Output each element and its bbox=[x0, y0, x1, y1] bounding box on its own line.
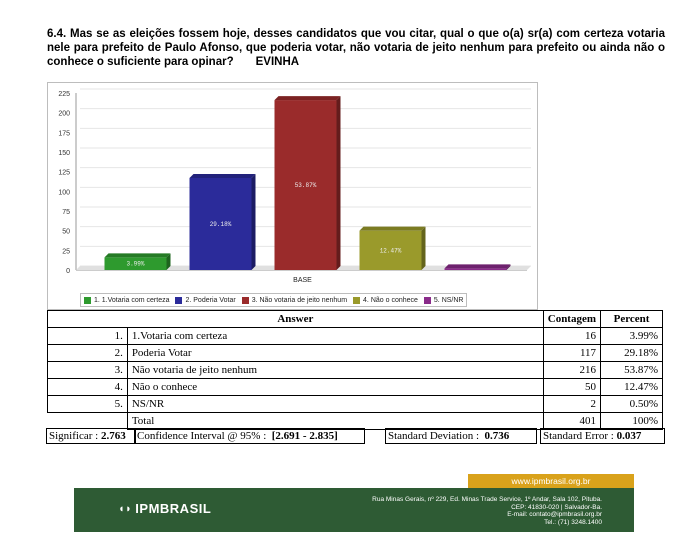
stat-mean bbox=[46, 428, 136, 444]
y-tick-label: 100 bbox=[58, 189, 70, 197]
row-percent: 3.99% bbox=[601, 328, 663, 345]
legend-item-3 bbox=[242, 297, 347, 304]
stat-ci bbox=[134, 428, 365, 444]
company-logo bbox=[118, 501, 211, 516]
footer-website[interactable]: www.ipmbrasil.org.br bbox=[468, 474, 634, 488]
address-line-4: Tel.: (71) 3248.1400 bbox=[544, 518, 602, 526]
row-label: Não votaria de jeito nenhum bbox=[127, 362, 543, 379]
row-label: Não o conhece bbox=[127, 379, 543, 396]
legend-swatch-2 bbox=[175, 297, 182, 304]
row-number: 2. bbox=[48, 345, 128, 362]
logo-mark-icon: ◖◗ bbox=[118, 502, 133, 515]
logo-text: IPMBRASIL bbox=[135, 501, 212, 516]
candidate-name: EVINHA bbox=[255, 56, 300, 68]
bar-top bbox=[105, 253, 171, 257]
stat-sd bbox=[385, 428, 537, 444]
row-count: 2 bbox=[543, 396, 600, 413]
header-count: Contagem bbox=[543, 311, 600, 328]
row-percent: 12.47% bbox=[601, 379, 663, 396]
header-percent: Percent bbox=[601, 311, 663, 328]
table-row bbox=[48, 396, 663, 413]
row-percent: 0.50% bbox=[601, 396, 663, 413]
y-tick-label: 150 bbox=[58, 150, 70, 157]
bar bbox=[445, 268, 507, 270]
bar-side bbox=[422, 227, 426, 270]
legend-label-2: 2. Poderia Votar bbox=[185, 296, 236, 304]
stat-mean-label: Significar : bbox=[49, 430, 99, 442]
y-tick-label: 125 bbox=[58, 169, 70, 177]
legend-swatch-5 bbox=[424, 297, 431, 304]
question-body: 6.4. Mas se as eleições fossem hoje, desses candidatos que vou citar, qual o que o(a) sr(a) com certeza votaria nele para prefeito de Paulo Afonso, que poderia votar, não votaria de jeito nenhum para prefeito ou ainda não o conhece o suficiente para opinar? bbox=[47, 28, 665, 68]
row-label: NS/NR bbox=[127, 396, 543, 413]
footer-address bbox=[372, 496, 602, 526]
table-row bbox=[48, 345, 663, 362]
stat-se-value: 0.037 bbox=[616, 430, 642, 442]
statistics-row bbox=[47, 428, 663, 443]
stat-ci-label: Confidence Interval @ 95% : bbox=[137, 430, 267, 442]
x-category-label: BASE bbox=[293, 277, 312, 284]
legend-label-3: 3. Não votaria de jeito nenhum bbox=[251, 296, 348, 304]
y-tick-label: 75 bbox=[62, 209, 70, 216]
address-line-1: Rua Minas Gerais, nº 229, Ed. Minas Trade Service, 1º Andar, Sala 102, Pituba. bbox=[372, 496, 602, 503]
legend-item-2 bbox=[175, 297, 235, 304]
table-row bbox=[48, 362, 663, 379]
bar-top bbox=[445, 264, 511, 268]
address-line-2: CEP: 41830-020 | Salvador-Ba. bbox=[511, 503, 602, 511]
row-label: Poderia Votar bbox=[127, 345, 543, 362]
y-tick-label: 0 bbox=[66, 268, 70, 275]
row-count: 50 bbox=[543, 379, 600, 396]
bar-data-label: 29.18% bbox=[209, 220, 232, 228]
row-count: 16 bbox=[543, 328, 600, 345]
answers-table bbox=[47, 310, 663, 430]
chart-svg bbox=[48, 83, 537, 309]
legend-item-4 bbox=[353, 297, 418, 304]
legend-label-1: 1. 1.Votaria com certeza bbox=[94, 296, 170, 304]
stat-sd-label: Standard Deviation : bbox=[388, 430, 480, 442]
legend-label-5: 5. NS/NR bbox=[433, 296, 464, 304]
table-row bbox=[48, 379, 663, 396]
legend-item-1 bbox=[84, 297, 169, 304]
total-percent: 100% bbox=[601, 413, 663, 430]
table-row bbox=[48, 328, 663, 345]
stat-sd-value: 0.736 bbox=[484, 430, 510, 442]
bar-data-label: 12.47% bbox=[379, 247, 402, 255]
y-tick-label: 25 bbox=[62, 248, 70, 256]
footer-banner bbox=[74, 488, 634, 532]
legend-item-5 bbox=[424, 297, 464, 304]
table-header-row bbox=[48, 311, 663, 328]
row-percent: 29.18% bbox=[601, 345, 663, 362]
bar-data-label: 53.87% bbox=[294, 182, 317, 190]
row-label: 1.Votaria com certeza bbox=[127, 328, 543, 345]
y-tick-label: 225 bbox=[58, 91, 70, 98]
row-percent: 53.87% bbox=[601, 362, 663, 379]
stat-se bbox=[540, 428, 665, 444]
row-count: 117 bbox=[543, 345, 600, 362]
bar-chart bbox=[47, 82, 538, 310]
y-tick-label: 200 bbox=[58, 110, 70, 118]
stat-se-label: Standard Error : bbox=[543, 430, 614, 442]
legend-swatch-3 bbox=[242, 297, 249, 304]
row-number: 1. bbox=[48, 328, 128, 345]
total-label: Total bbox=[127, 413, 543, 430]
total-spacer bbox=[48, 413, 128, 430]
stat-mean-value: 2.763 bbox=[100, 430, 126, 442]
question-text bbox=[47, 27, 665, 69]
header-answer: Answer bbox=[48, 311, 544, 328]
bar-top bbox=[190, 174, 256, 178]
stat-ci-value: [2.691 - 2.835] bbox=[271, 430, 338, 442]
total-count: 401 bbox=[543, 413, 600, 430]
bar-data-label: 3.99% bbox=[126, 260, 145, 268]
row-number: 3. bbox=[48, 362, 128, 379]
legend-label-4: 4. Não o conhece bbox=[363, 296, 418, 304]
legend-swatch-4 bbox=[353, 297, 360, 304]
address-line-3: E-mail: contato@ipmbrasil.org.br bbox=[507, 511, 602, 518]
row-number: 4. bbox=[48, 379, 128, 396]
legend-swatch-1 bbox=[84, 297, 91, 304]
row-number: 5. bbox=[48, 396, 128, 413]
bar-top bbox=[360, 227, 426, 231]
y-tick-label: 175 bbox=[58, 130, 70, 138]
bar-side bbox=[337, 96, 341, 270]
row-count: 216 bbox=[543, 362, 600, 379]
y-tick-label: 50 bbox=[62, 228, 70, 236]
bar-side bbox=[252, 174, 256, 270]
table-total-row bbox=[48, 413, 663, 430]
chart-legend bbox=[80, 293, 467, 307]
bar-top bbox=[275, 96, 341, 100]
